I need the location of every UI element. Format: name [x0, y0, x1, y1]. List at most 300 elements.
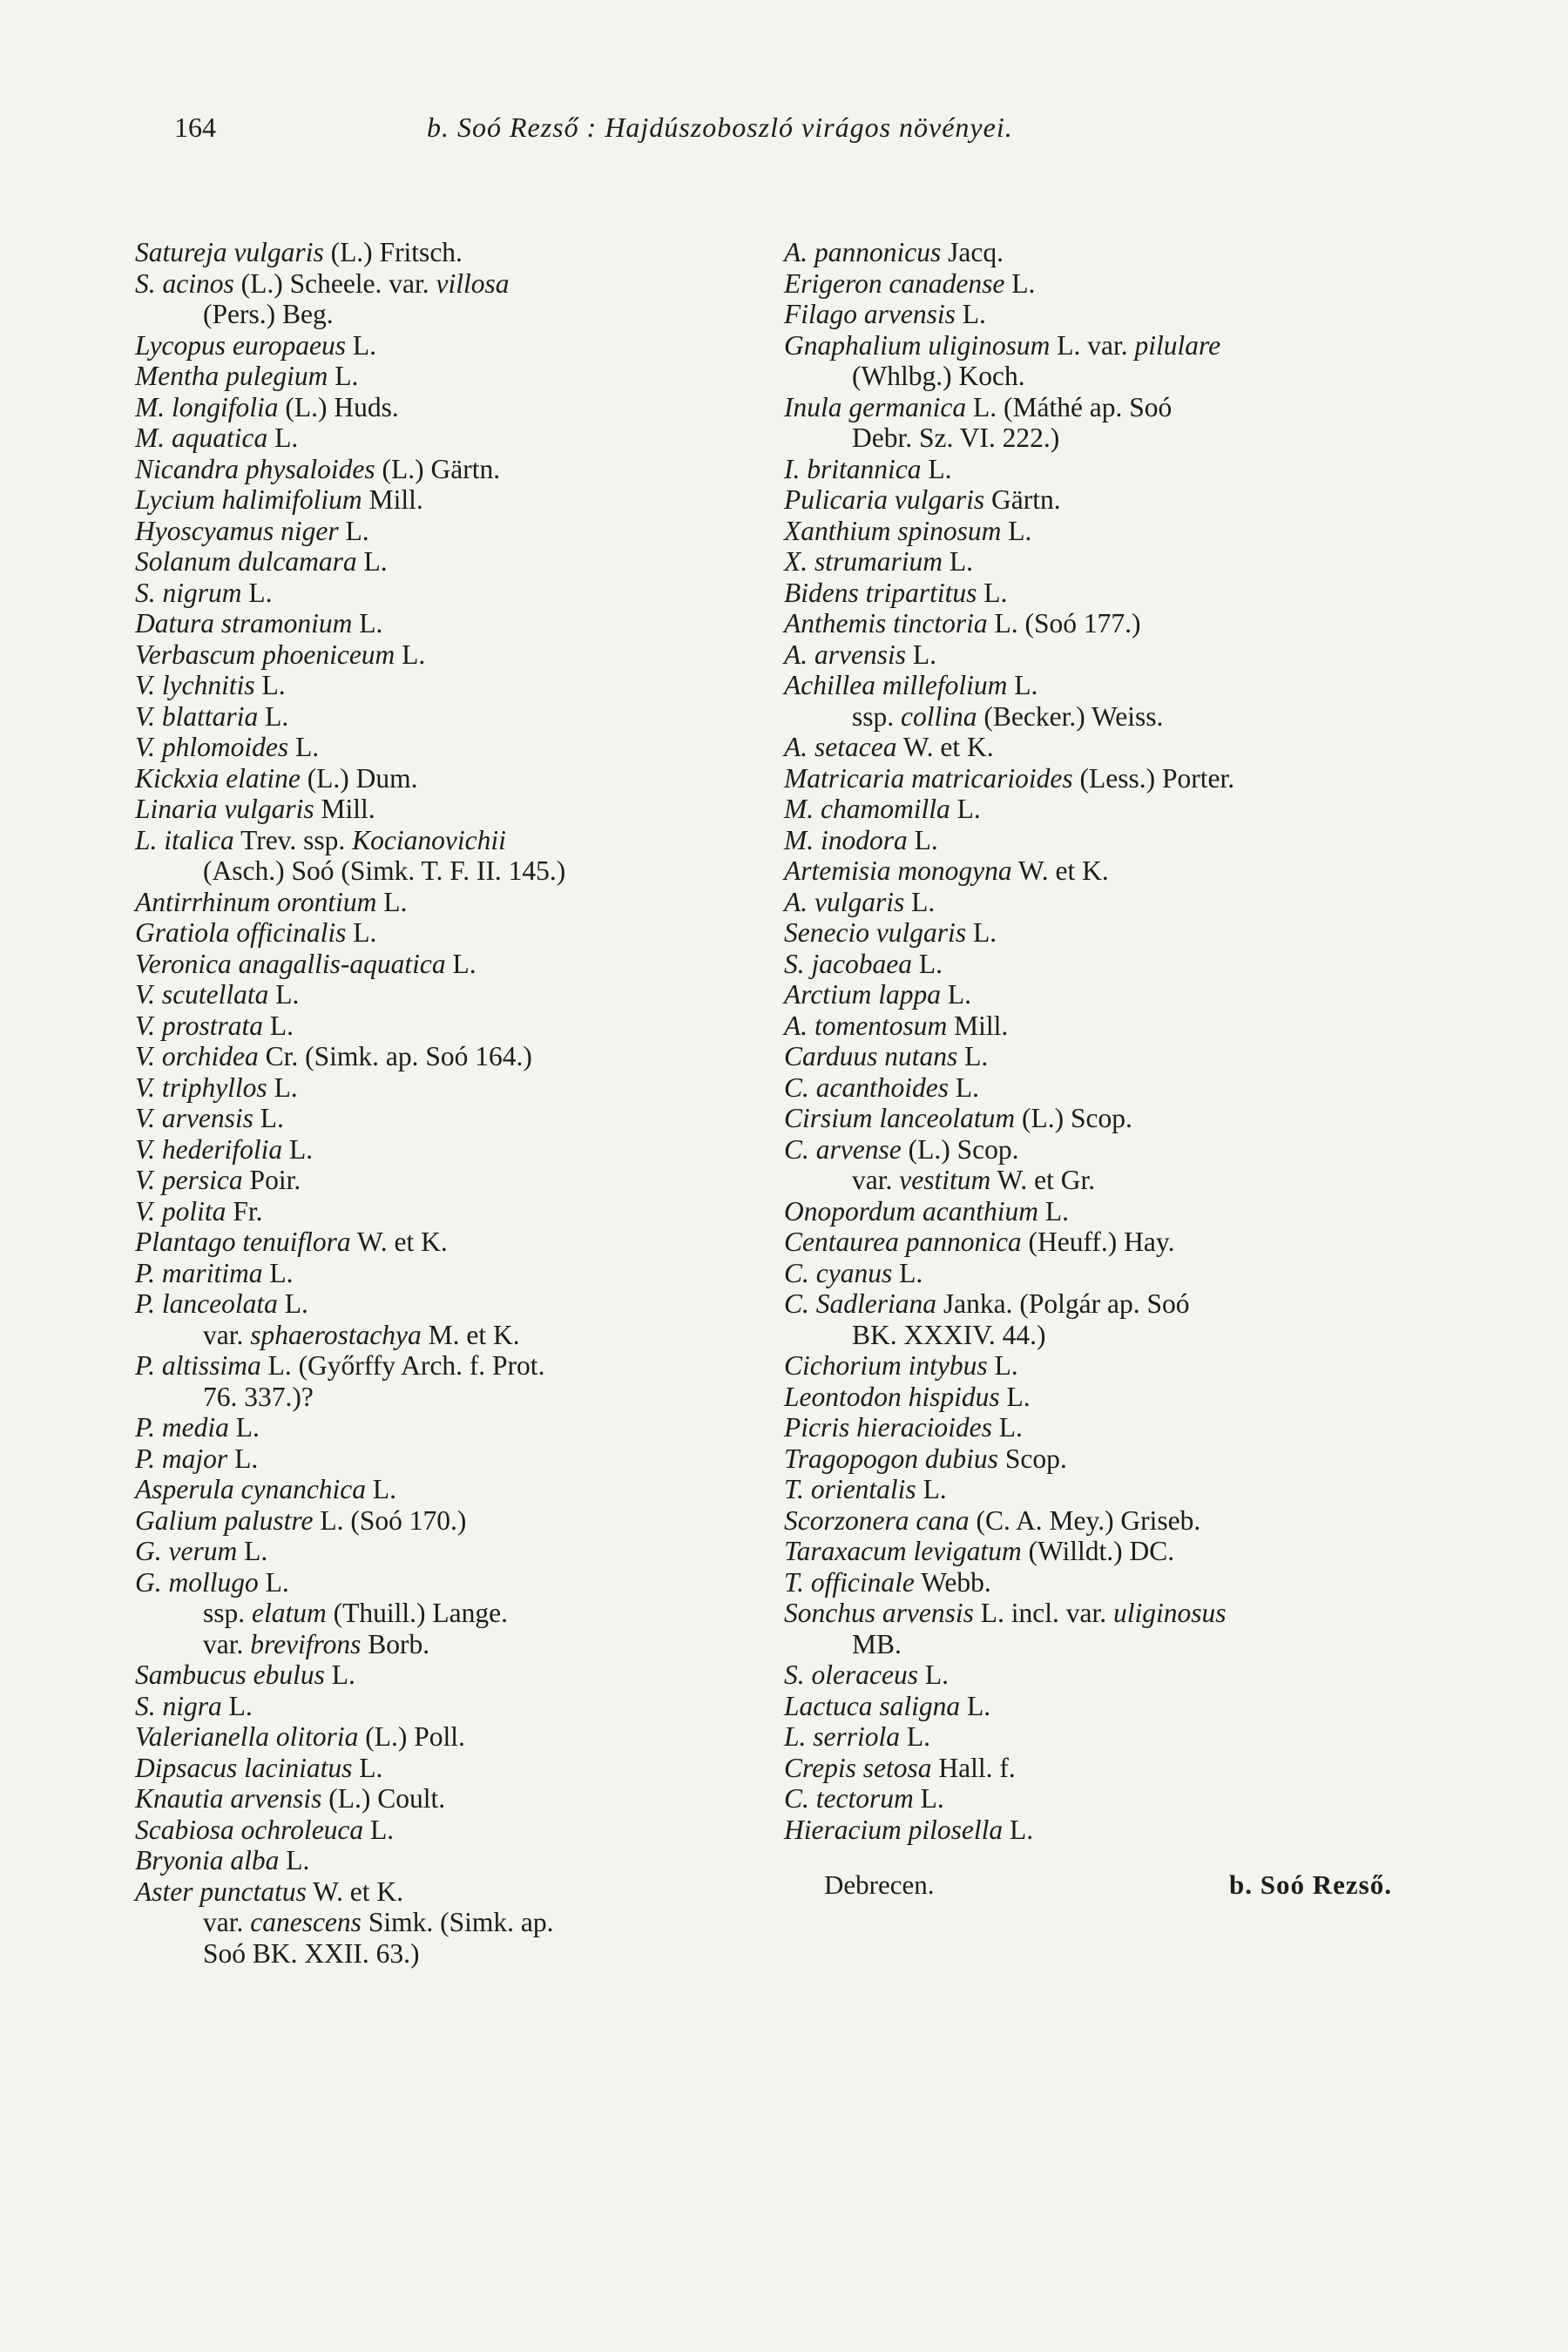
taxon-name: Lycopus europaeus: [135, 329, 346, 361]
signature-row: [784, 1869, 1402, 1904]
taxon-name: Lycium halimifolium: [135, 484, 362, 515]
taxon-name: V. hederifolia: [135, 1133, 283, 1165]
taxon-name: V. scutellata: [135, 979, 269, 1010]
entry-text: (L.) Poll.: [358, 1721, 465, 1752]
species-entry: [135, 639, 745, 671]
species-entry: [135, 330, 745, 362]
taxon-name: L. italica: [135, 824, 234, 855]
taxon-name: Kickxia elatine: [135, 762, 301, 794]
species-entry: [784, 608, 1402, 639]
entry-text: L.: [892, 1257, 923, 1288]
entry-text: L.: [267, 422, 299, 453]
entry-text: (L.) Dum.: [300, 762, 418, 794]
entry-text: L.: [324, 1659, 355, 1690]
entry-text: L.: [913, 1783, 944, 1814]
taxon-name: S. oleraceus: [784, 1659, 918, 1690]
species-entry: [135, 1258, 745, 1289]
species-entry: [135, 794, 745, 825]
taxon-name: V. phlomoides: [135, 732, 289, 762]
entry-text: L.: [940, 979, 971, 1010]
entry-continuation: [784, 1165, 1402, 1196]
entry-continuation: [135, 1382, 745, 1413]
species-entry: [784, 1721, 1402, 1753]
species-entry: [135, 1072, 745, 1104]
entry-text: Poir.: [242, 1165, 301, 1195]
species-entry: [135, 887, 745, 918]
taxon-name: sphaerostachya: [250, 1319, 422, 1350]
species-entry: [784, 1474, 1402, 1505]
entry-text: L.: [943, 546, 974, 577]
entry-text: L.: [949, 1071, 979, 1103]
species-entry: [784, 825, 1402, 856]
entry-text: L.: [987, 1350, 1018, 1381]
species-entry: [135, 1659, 745, 1691]
taxon-name: Knautia arvensis: [135, 1783, 322, 1814]
species-entry: [135, 979, 745, 1010]
entry-text: L.: [960, 1690, 991, 1721]
species-entry: [135, 1288, 745, 1320]
species-entry: [135, 1505, 745, 1537]
species-entry: [784, 237, 1402, 268]
entry-text: L.: [338, 515, 369, 546]
entry-text: L.: [221, 1690, 253, 1721]
taxon-name: Solanum dulcamara: [135, 546, 357, 577]
entry-text: L.: [1007, 670, 1038, 700]
taxon-name: C. arvense: [784, 1133, 902, 1165]
taxon-name: brevifrons: [250, 1628, 362, 1659]
taxon-name: X. strumarium: [784, 546, 943, 577]
species-entry: [784, 546, 1402, 578]
species-entry: [135, 825, 745, 856]
species-entry: [784, 1505, 1402, 1537]
species-entry: [135, 608, 745, 639]
page-number: 164: [174, 112, 216, 143]
entry-continuation: [784, 361, 1402, 392]
taxon-name: M. chamomilla: [784, 794, 950, 824]
taxon-name: Matricaria matricarioides: [784, 762, 1073, 794]
entry-text: (Heuff.) Hay.: [1021, 1227, 1175, 1257]
species-entry: [784, 1567, 1402, 1598]
taxon-name: V. prostrata: [135, 1010, 264, 1041]
entry-text: (Asch.) Soó (Simk. T. F. II. 145.): [203, 855, 566, 886]
entry-text: L.: [445, 948, 476, 979]
entry-text: L.: [376, 886, 408, 917]
entry-text: L.: [366, 1474, 397, 1504]
entry-text: (C. A. Mey.) Griseb.: [969, 1504, 1201, 1536]
entry-text: L.: [328, 361, 359, 391]
entry-text: W. et K.: [896, 732, 994, 762]
species-entry: [135, 1412, 745, 1443]
species-entry: [784, 794, 1402, 825]
entry-text: Debr. Sz. VI. 222.): [852, 422, 1060, 453]
taxon-name: C. acanthoides: [784, 1071, 949, 1103]
taxon-name: V. blattaria: [135, 700, 259, 732]
entry-text: L.: [228, 1412, 260, 1443]
entry-text: (Pers.) Beg.: [203, 299, 334, 329]
species-entry: [135, 670, 745, 701]
species-entry: [135, 1041, 745, 1072]
species-entry: [135, 701, 745, 733]
entry-text: L. (Győrffy Arch. f. Prot.: [260, 1350, 545, 1381]
entry-text: L.: [999, 1381, 1031, 1412]
taxon-name: Gratiola officinalis: [135, 917, 347, 948]
species-entry: [784, 1350, 1402, 1382]
entry-text: L.: [258, 1566, 289, 1598]
taxon-name: A. pannonicus: [784, 237, 942, 267]
entry-text: (L.) Huds.: [278, 391, 399, 422]
entry-text: L.: [916, 1474, 947, 1504]
taxon-name: A. arvensis: [784, 639, 906, 670]
entry-text: MB.: [852, 1628, 902, 1659]
entry-text: M. et K.: [421, 1319, 520, 1350]
species-entry: [784, 1598, 1402, 1629]
left-column: [135, 237, 745, 1969]
taxon-name: Artemisia monogyna: [784, 855, 1012, 886]
entry-text: L.: [262, 1257, 294, 1288]
taxon-name: Lactuca saligna: [784, 1690, 961, 1721]
entry-text: var.: [203, 1907, 251, 1937]
entry-text: L.: [921, 453, 952, 484]
taxon-name: Taraxacum levigatum: [784, 1536, 1022, 1566]
entry-text: (L.) Coult.: [321, 1783, 446, 1814]
running-head: b. Soó Rezső : Hajdúszoboszló virágos növényei.: [427, 112, 1013, 143]
taxon-name: Asperula cynanchica: [135, 1474, 367, 1504]
entry-text: W. et Gr.: [990, 1165, 1096, 1195]
taxon-name: vestitum: [899, 1165, 991, 1195]
entry-text: Jacq.: [941, 237, 1004, 267]
entry-text: L.: [1004, 267, 1036, 299]
species-entry: [135, 1474, 745, 1505]
taxon-name: Cirsium lanceolatum: [784, 1103, 1016, 1133]
entry-text: L.: [352, 1752, 383, 1783]
entry-text: L.: [905, 639, 936, 670]
entry-text: L.: [911, 948, 943, 979]
taxon-name: Nicandra physaloides: [135, 453, 375, 484]
species-entry: [135, 1443, 745, 1475]
species-entry: [135, 1010, 745, 1042]
entry-text: L.: [966, 917, 997, 948]
entry-text: L.: [254, 670, 286, 700]
entry-continuation: [784, 422, 1402, 454]
taxon-name: Arctium lappa: [784, 979, 941, 1010]
taxon-name: Mentha pulegium: [135, 361, 328, 391]
entry-continuation: [135, 1320, 745, 1351]
species-entry: [784, 670, 1402, 701]
entry-text: Gärtn.: [984, 484, 1061, 515]
taxon-name: P. major: [135, 1443, 228, 1474]
species-entry: [784, 1815, 1402, 1846]
entry-text: Mill.: [314, 794, 375, 824]
taxon-name: elatum: [252, 1598, 327, 1628]
species-entry: [135, 1134, 745, 1166]
taxon-name: P. lanceolata: [135, 1288, 278, 1319]
taxon-name: S. nigra: [135, 1690, 222, 1721]
entry-text: W. et K.: [1011, 855, 1109, 886]
entry-continuation: [135, 1907, 745, 1938]
species-entry: [784, 1783, 1402, 1815]
species-entry: [135, 578, 745, 609]
species-entry: [784, 949, 1402, 980]
taxon-name: Bryonia alba: [135, 1845, 280, 1876]
entry-text: L.: [241, 577, 273, 608]
species-entry: [784, 299, 1402, 330]
species-entry: [784, 1258, 1402, 1289]
species-entry: [135, 1753, 745, 1784]
taxon-name: V. lychnitis: [135, 670, 255, 700]
taxon-name: V. triphyllos: [135, 1071, 267, 1103]
taxon-name: Pulicaria vulgaris: [784, 484, 985, 515]
taxon-name: V. arvensis: [135, 1103, 253, 1133]
taxon-name: Gnaphalium uliginosum: [784, 329, 1051, 361]
taxon-name: Sambucus ebulus: [135, 1659, 325, 1690]
species-entry: [135, 763, 745, 794]
taxon-name: Plantago tenuiflora: [135, 1227, 351, 1257]
species-entry: [135, 422, 745, 454]
taxon-name: Achillea millefolium: [784, 670, 1008, 700]
entry-text: L.: [957, 1041, 989, 1071]
species-entry: [784, 1196, 1402, 1227]
entry-text: Mill.: [362, 484, 423, 515]
entry-text: Soó BK. XXII. 63.): [203, 1937, 420, 1969]
taxon-name: L. serriola: [784, 1721, 901, 1752]
taxon-name: Xanthium spinosum: [784, 515, 1002, 546]
taxon-name: Galium palustre: [135, 1504, 314, 1536]
taxon-name: P. altissima: [135, 1350, 261, 1381]
entry-text: L.: [279, 1845, 310, 1876]
species-entry: [784, 1103, 1402, 1134]
species-entry: [784, 639, 1402, 671]
entry-text: L.: [267, 1071, 298, 1103]
species-entry: [784, 1753, 1402, 1784]
species-entry: [135, 516, 745, 547]
species-entry: [784, 484, 1402, 516]
species-entry: [784, 1227, 1402, 1258]
species-entry: [135, 1845, 745, 1876]
species-entry: [135, 1165, 745, 1196]
taxon-name: Picris hieracioides: [784, 1412, 992, 1443]
taxon-name: C. cyanus: [784, 1257, 893, 1288]
species-entry: [135, 268, 745, 300]
species-entry: [784, 855, 1402, 887]
entry-text: L. var.: [1050, 329, 1135, 361]
entry-text: (L.) Scop.: [901, 1133, 1019, 1165]
taxon-name: Aster punctatus: [135, 1876, 307, 1907]
taxon-name: Filago arvensis: [784, 299, 956, 329]
entry-text: L.: [1003, 1814, 1034, 1845]
taxon-name: Kocianovichii: [352, 824, 506, 855]
entry-text: L.: [258, 700, 289, 732]
taxon-name: G. verum: [135, 1536, 238, 1566]
species-entry: [135, 1567, 745, 1598]
species-entry: [784, 1443, 1402, 1475]
entry-text: BK. XXXIV. 44.): [852, 1319, 1046, 1350]
species-entry: [135, 1876, 745, 1908]
species-entry: [784, 578, 1402, 609]
taxon-name: Carduus nutans: [784, 1041, 958, 1071]
species-entry: [784, 887, 1402, 918]
taxon-name: Verbascum phoeniceum: [135, 639, 395, 670]
species-entry: [784, 392, 1402, 423]
taxon-name: villosa: [436, 267, 510, 299]
entry-text: L.: [356, 546, 388, 577]
taxon-name: Veronica anagallis-aquatica: [135, 948, 446, 979]
entry-text: 76. 337.)?: [203, 1381, 314, 1412]
entry-text: Trev. ssp.: [233, 824, 353, 855]
entry-text: (Becker.) Weiss.: [977, 700, 1164, 732]
entry-text: (Less.) Porter.: [1072, 762, 1235, 794]
taxon-name: Erigeron canadense: [784, 267, 1005, 299]
taxon-name: I. britannica: [784, 453, 922, 484]
taxon-name: A. vulgaris: [784, 886, 905, 917]
taxon-name: Centaurea pannonica: [784, 1227, 1022, 1257]
species-entry: [135, 1815, 745, 1846]
entry-text: W. et K.: [350, 1227, 448, 1257]
taxon-name: Onopordum acanthium: [784, 1195, 1038, 1227]
taxon-name: Leontodon hispidus: [784, 1381, 1000, 1412]
taxon-name: Tragopogon dubius: [784, 1443, 998, 1474]
entry-text: (L.) Scop.: [1015, 1103, 1132, 1133]
species-entry: [135, 1196, 745, 1227]
entry-text: L.: [395, 639, 426, 670]
taxon-name: Satureja vulgaris: [135, 237, 324, 267]
entry-text: L.: [288, 732, 320, 762]
taxon-name: M. aquatica: [135, 422, 268, 453]
entry-text: var.: [203, 1628, 251, 1659]
taxon-name: S. acinos: [135, 267, 234, 299]
entry-text: Borb.: [361, 1628, 430, 1659]
taxon-name: Bidens tripartitus: [784, 577, 977, 608]
taxon-name: C. tectorum: [784, 1783, 914, 1814]
species-entry: [135, 1691, 745, 1722]
taxon-name: collina: [901, 700, 977, 732]
entry-text: Mill.: [947, 1010, 1009, 1041]
entry-text: L.: [991, 1412, 1023, 1443]
entry-text: L.: [977, 577, 1008, 608]
right-column: [784, 237, 1402, 1904]
entry-text: L.: [227, 1443, 259, 1474]
entry-text: (Willdt.) DC.: [1021, 1536, 1175, 1566]
taxon-name: Crepis setosa: [784, 1752, 932, 1783]
species-entry: [784, 454, 1402, 485]
species-entry: [135, 237, 745, 268]
entry-text: W. et K.: [306, 1876, 404, 1907]
entry-text: L.: [253, 1103, 284, 1133]
species-entry: [784, 1072, 1402, 1104]
species-entry: [135, 546, 745, 578]
species-entry: [784, 1691, 1402, 1722]
entry-text: L.: [1037, 1195, 1069, 1227]
taxon-name: Hyoscyamus niger: [135, 515, 339, 546]
taxon-name: pilulare: [1134, 329, 1221, 361]
taxon-name: G. mollugo: [135, 1566, 259, 1598]
taxon-name: M. inodora: [784, 824, 908, 855]
taxon-name: Sonchus arvensis: [784, 1598, 974, 1628]
entry-text: L.: [237, 1536, 268, 1566]
species-entry: [135, 1103, 745, 1134]
species-entry: [135, 1721, 745, 1753]
taxon-name: T. officinale: [784, 1566, 915, 1598]
entry-text: Webb.: [914, 1566, 991, 1598]
entry-text: L.: [346, 329, 376, 361]
taxon-name: canescens: [250, 1907, 362, 1937]
entry-text: ssp.: [203, 1598, 253, 1628]
entry-continuation: [784, 1320, 1402, 1351]
taxon-name: V. polita: [135, 1195, 226, 1227]
entry-text: Cr. (Simk. ap. Soó 164.): [258, 1041, 532, 1071]
entry-text: L. (Soó 170.): [313, 1504, 467, 1536]
species-entry: [135, 361, 745, 392]
species-entry: [135, 1783, 745, 1815]
taxon-name: Valerianella olitoria: [135, 1721, 359, 1752]
taxon-name: S. jacobaea: [784, 948, 912, 979]
entry-text: (Whlbg.) Koch.: [852, 361, 1025, 391]
taxon-name: A. tomentosum: [784, 1010, 948, 1041]
taxon-name: Linaria vulgaris: [135, 794, 314, 824]
entry-text: L.: [950, 794, 981, 824]
entry-continuation: [135, 855, 745, 887]
entry-text: (Thuill.) Lange.: [326, 1598, 508, 1628]
species-entry: [135, 392, 745, 423]
taxon-name: uliginosus: [1112, 1598, 1227, 1628]
taxon-name: A. setacea: [784, 732, 897, 762]
taxon-name: Scorzonera cana: [784, 1504, 970, 1536]
species-entry: [784, 1041, 1402, 1072]
taxon-name: P. maritima: [135, 1257, 263, 1288]
taxon-name: C. Sadleriana: [784, 1288, 937, 1319]
taxon-name: Cichorium intybus: [784, 1350, 988, 1381]
entry-continuation: [135, 1598, 745, 1629]
species-entry: [784, 268, 1402, 300]
entry-continuation: [135, 1938, 745, 1970]
species-entry: [135, 917, 745, 949]
species-entry: [135, 732, 745, 763]
species-entry: [135, 1227, 745, 1258]
species-entry: [784, 1536, 1402, 1567]
taxon-name: Antirrhinum orontium: [135, 886, 377, 917]
taxon-name: Senecio vulgaris: [784, 917, 967, 948]
entry-text: Hall. f.: [931, 1752, 1016, 1783]
signature-place: Debrecen.: [824, 1869, 935, 1900]
entry-text: var.: [203, 1319, 251, 1350]
taxon-name: T. orientalis: [784, 1474, 916, 1504]
taxon-name: Anthemis tinctoria: [784, 608, 988, 639]
entry-continuation: [135, 299, 745, 330]
taxon-name: Inula germanica: [784, 391, 967, 422]
species-entry: [135, 1350, 745, 1382]
taxon-name: S. nigrum: [135, 577, 242, 608]
entry-text: Fr.: [226, 1195, 263, 1227]
entry-text: L.: [1001, 515, 1032, 546]
species-entry: [784, 1134, 1402, 1166]
taxon-name: M. longifolia: [135, 391, 279, 422]
entry-text: (L.) Gärtn.: [375, 453, 501, 484]
species-entry: [784, 1010, 1402, 1042]
species-entry: [135, 949, 745, 980]
entry-text: L.: [263, 1010, 294, 1041]
entry-continuation: [135, 1629, 745, 1660]
entry-continuation: [784, 701, 1402, 733]
entry-text: L. (Máthé ap. Soó: [966, 391, 1173, 422]
entry-text: (L.) Fritsch.: [323, 237, 463, 267]
entry-text: Janka. (Polgár ap. Soó: [936, 1288, 1190, 1319]
species-entry: [784, 1659, 1402, 1691]
species-entry: [784, 979, 1402, 1010]
taxon-name: Hieracium pilosella: [784, 1814, 1004, 1845]
species-entry: [784, 917, 1402, 949]
species-entry: [784, 1288, 1402, 1320]
entry-text: L.: [907, 824, 938, 855]
species-entry: [784, 763, 1402, 794]
